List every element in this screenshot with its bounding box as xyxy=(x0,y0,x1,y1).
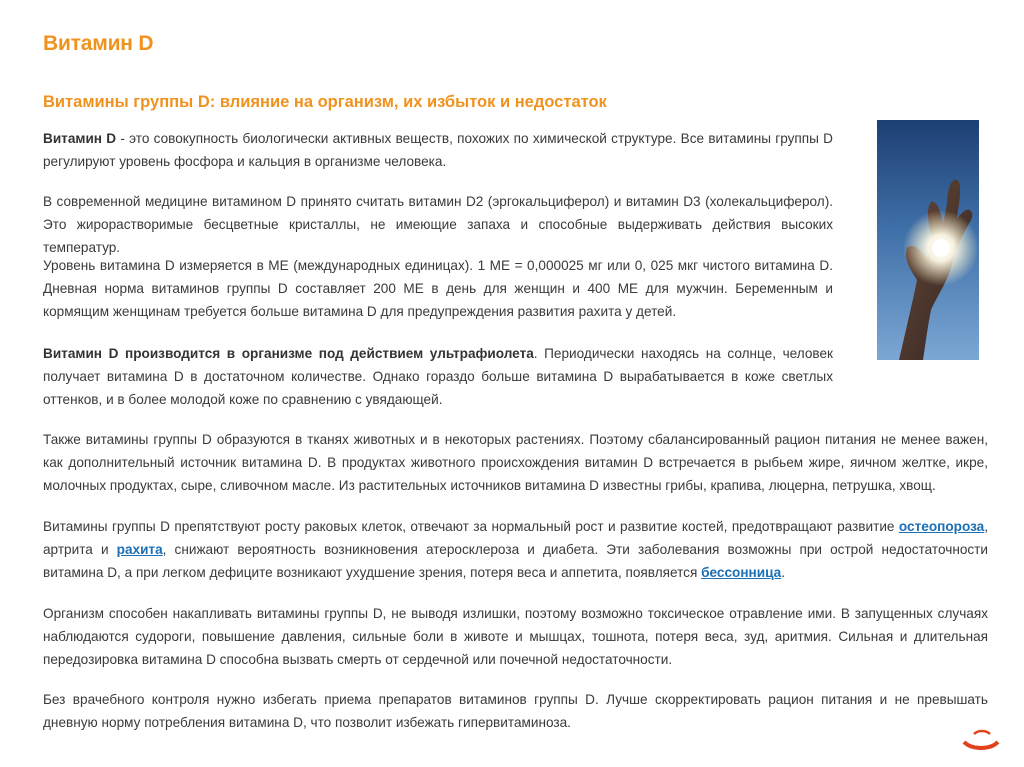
paragraph-benefits-text-2: , артрита и xyxy=(43,519,988,557)
paragraph-dosage: Уровень витамина D измеряется в МЕ (международных единицах). 1 МЕ = 0,000025 мг или 0, 025 мкг чистого витамина D. Дневная норма витаминов группы D составляет 200 МЕ в день для женщин и 400 МЕ для мужчин. Беременным и кормящим женщинам требуется больше витамина D для предупреждения развития рахита у детей. xyxy=(43,258,833,319)
hand-sun-illustration xyxy=(877,120,979,360)
paragraph-overdose: Организм способен накапливать витамины группы D, не выводя излишки, поэтому возможно токсическое отравление ими. В запущенных случаях наблюдаются судороги, повышение давления, сильные боли в животе и мышцах, тошнота, потеря веса, зуд, аритмия. Сильная и длительная передозировка витамина D способна вызвать смерть от сердечной или почечной недостаточности. xyxy=(43,606,988,667)
paragraph-d2-d3: В современной медицине витамином D принято считать витамин D2 (эргокальциферол) и витамин D3 (холекальциферол). Это жирорастворимые бесцветные кристаллы, не имеющие запаха и способные выдерживать действия высоких температур. xyxy=(43,194,833,255)
logo-mark-icon xyxy=(958,728,1004,750)
paragraph-definition-bold: Витамин D xyxy=(43,131,117,146)
paragraph-ultraviolet xyxy=(43,342,833,411)
page-title: Витамин D xyxy=(43,32,154,55)
hand-sun-photo xyxy=(877,120,979,360)
insomnia-link[interactable]: бессонница xyxy=(701,565,782,580)
paragraph-definition-text: - это совокупность биологически активных веществ, похожих по химической структуре. Все витамины группы D регулируют уровень фосфора и кальция в организме человека. xyxy=(43,131,833,169)
paragraph-definition xyxy=(43,127,833,173)
paragraph-benefits xyxy=(43,515,988,584)
sun-core xyxy=(932,239,950,257)
paragraph-ultraviolet-bold: Витамин D производится в организме под действием ультрафиолета xyxy=(43,346,534,361)
osteoporosis-link[interactable]: остеопороза xyxy=(898,519,985,534)
paragraph-benefits-text-1: Витамины группы D препятствуют росту раковых клеток, отвечают за нормальный рост и развитие костей, предотвращают развитие xyxy=(43,519,899,534)
paragraph-sources: Также витамины группы D образуются в тканях животных и в некоторых растениях. Поэтому сбалансированный рацион питания не менее важен, как дополнительный источник витамина D. В продуктах животного происхождения витамин D встречается в рыбьем жире, яичном желтке, икре, молочных продуктах, сыре, сливочном масле. Из растительных источников витамина D известны грибы, крапива, люцерна, петрушка, хвощ. xyxy=(43,432,988,493)
paragraph-benefits-text-3: , снижают вероятность возникновения атеросклероза и диабета. Эти заболевания возможны при острой недостаточности витамина D, а при легком дефиците возникают ухудшение зрения, потеря веса и аппетита, появляется xyxy=(43,542,989,580)
paragraph-benefits-text-4: . xyxy=(781,565,785,580)
paragraph-ultraviolet-text: . Периодически находясь на солнце, человек получает витамина D в достаточном количестве. Однако гораздо больше витамина D вырабатывается в коже светлых оттенков, и в более молодой коже по сравнению с увядающей. xyxy=(43,346,833,407)
page-subtitle: Витамины группы D: влияние на организм, их избыток и недостаток xyxy=(43,93,607,111)
paragraph-medical-control: Без врачебного контроля нужно избегать приема препаратов витаминов группы D. Лучше скорректировать рацион питания и не превышать дневную норму потребления витамина D, что позволит избежать гипервитаминоза. xyxy=(43,692,988,730)
rickets-link[interactable]: рахита xyxy=(116,542,163,557)
